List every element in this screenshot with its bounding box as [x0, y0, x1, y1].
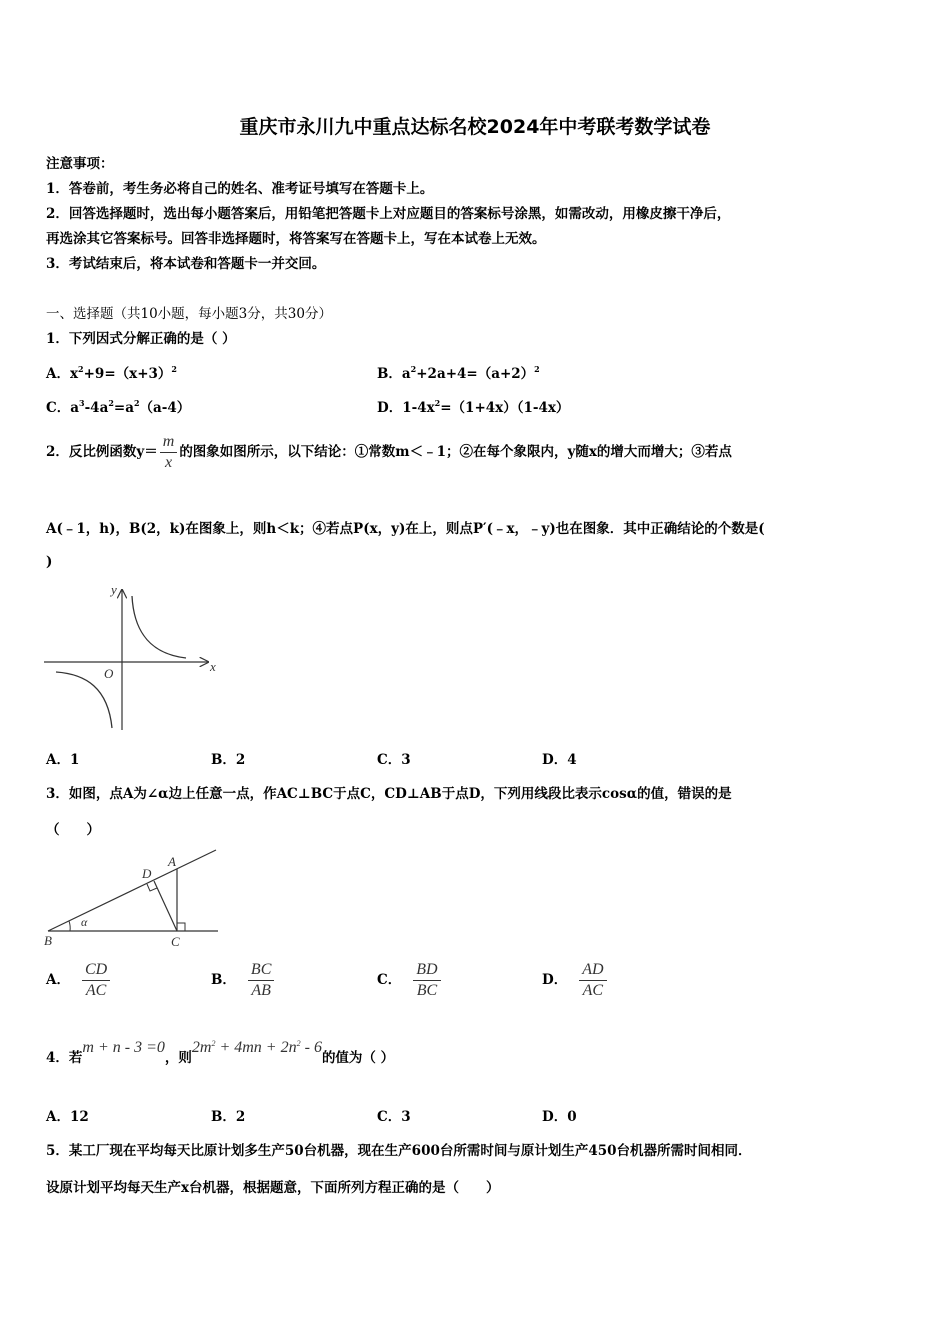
q5-stem-line2: 设原计划平均每天生产x台机器，根据题意，下面所列方程正确的是（ ） — [46, 1180, 500, 1196]
line-ba — [48, 850, 216, 931]
q2-option-d: D．4 — [542, 752, 577, 768]
notice-item: 3．考试结束后，将本试卷和答题卡一并交回。 — [46, 256, 326, 272]
q2-option-a: A．1 — [46, 752, 80, 768]
x-axis-label: x — [210, 659, 216, 674]
point-a-label: A — [168, 854, 176, 869]
q3-stem: 3．如图，点A为∠α边上任意一点，作AC⊥BC于点C，CD⊥AB于点D，下列用线段比表示cosα的值，错误的是 — [46, 786, 732, 802]
origin-label: O — [104, 666, 114, 681]
q3-option-a: A． $\frac{CD}{AC}$ — [46, 960, 110, 1001]
triangle-figure — [40, 846, 225, 954]
q4-option-c: C．3 — [377, 1109, 411, 1125]
notice-heading: 注意事项： — [46, 156, 114, 172]
q3-option-d: D． $\frac{AD}{AC}$ — [542, 960, 607, 1001]
q4-condition: m + n - 3 =0 — [82, 1039, 165, 1056]
right-angle-c — [177, 923, 185, 931]
q1-option-c: C．$a^3-4a^2=a^2(a-4)$ — [46, 398, 191, 416]
q3-option-b: B． $\frac{BC}{AB}$ — [211, 960, 274, 1001]
notice-item: 1．答卷前，考生务必将自己的姓名、准考证号填写在答题卡上。 — [46, 181, 434, 197]
point-b-label: B — [44, 933, 52, 948]
point-c-label: C — [171, 934, 180, 949]
q1-stem: 1．下列因式分解正确的是（ ） — [46, 331, 236, 347]
line-cd — [154, 881, 177, 931]
q2-option-c: C．3 — [377, 752, 411, 768]
alpha-label: α — [81, 915, 88, 929]
section-heading: 一、选择题（共10小题，每小题3分，共30分） — [46, 306, 332, 322]
hyperbola-graph — [40, 582, 225, 734]
q2-stem: 2．反比例函数y＝ $\frac{m}{x}$ 的图象如图所示，以下结论：①常数m＜﹣1；②在每个象限内，y随x的增大而增大；③若点 — [46, 433, 732, 471]
notice-item: 再选涂其它答案标号。回答非选择题时，将答案写在答题卡上，写在本试卷上无效。 — [46, 231, 546, 247]
q1-option-b: B．$a^2+2a+4=(a+2)^2$ — [377, 364, 540, 382]
page-title: 重庆市永川九中重点达标名校2024年中考联考数学试卷 — [239, 116, 711, 138]
q4-option-d: D．0 — [542, 1109, 577, 1125]
point-d-label: D — [142, 866, 152, 881]
q2-fraction-denominator: x — [164, 454, 173, 471]
y-axis-label: y — [111, 582, 117, 597]
q2-fraction-numerator: m — [160, 432, 178, 453]
q1-option-a: A．$x^2+9=(x+3)^2$ — [46, 364, 177, 382]
q4-option-b: B．2 — [211, 1109, 246, 1125]
q4-expression: $2m^2 + 4mn + 2n^2 - 6$ — [191, 1039, 322, 1056]
hyperbola-branch-upper — [132, 596, 186, 658]
q2-stem-line3: ) — [46, 554, 53, 570]
notice-item: 2．回答选择题时，选出每小题答案后，用铅笔把答题卡上对应题目的答案标号涂黑，如需改动，用橡皮擦干净后， — [46, 206, 731, 222]
q2-option-b: B．2 — [211, 752, 246, 768]
q4-option-a: A．12 — [46, 1109, 89, 1125]
q1-option-d: D．$1-4x^2=(1+4x)(1-4x)$ — [377, 398, 570, 416]
q3-option-c: C． $\frac{BD}{BC}$ — [377, 960, 441, 1001]
alpha-arc — [69, 921, 70, 931]
q2-stem-line2: A(﹣1，h)，B(2，k)在图象上，则h＜k；④若点P(x，y)在上，则点P′(﹣x，﹣y)也在图象．其中正确结论的个数是( — [46, 521, 765, 537]
q4-stem: 4．若m + n - 3 =0，则$2m^2 + 4mn + 2n^2 - 6$的值为（ ） — [46, 1039, 395, 1066]
q5-stem: 5．某工厂现在平均每天比原计划多生产50台机器，现在生产600台所需时间与原计划生产450台机器所需时间相同． — [46, 1143, 752, 1159]
q3-stem-line2: （ ） — [46, 822, 100, 838]
